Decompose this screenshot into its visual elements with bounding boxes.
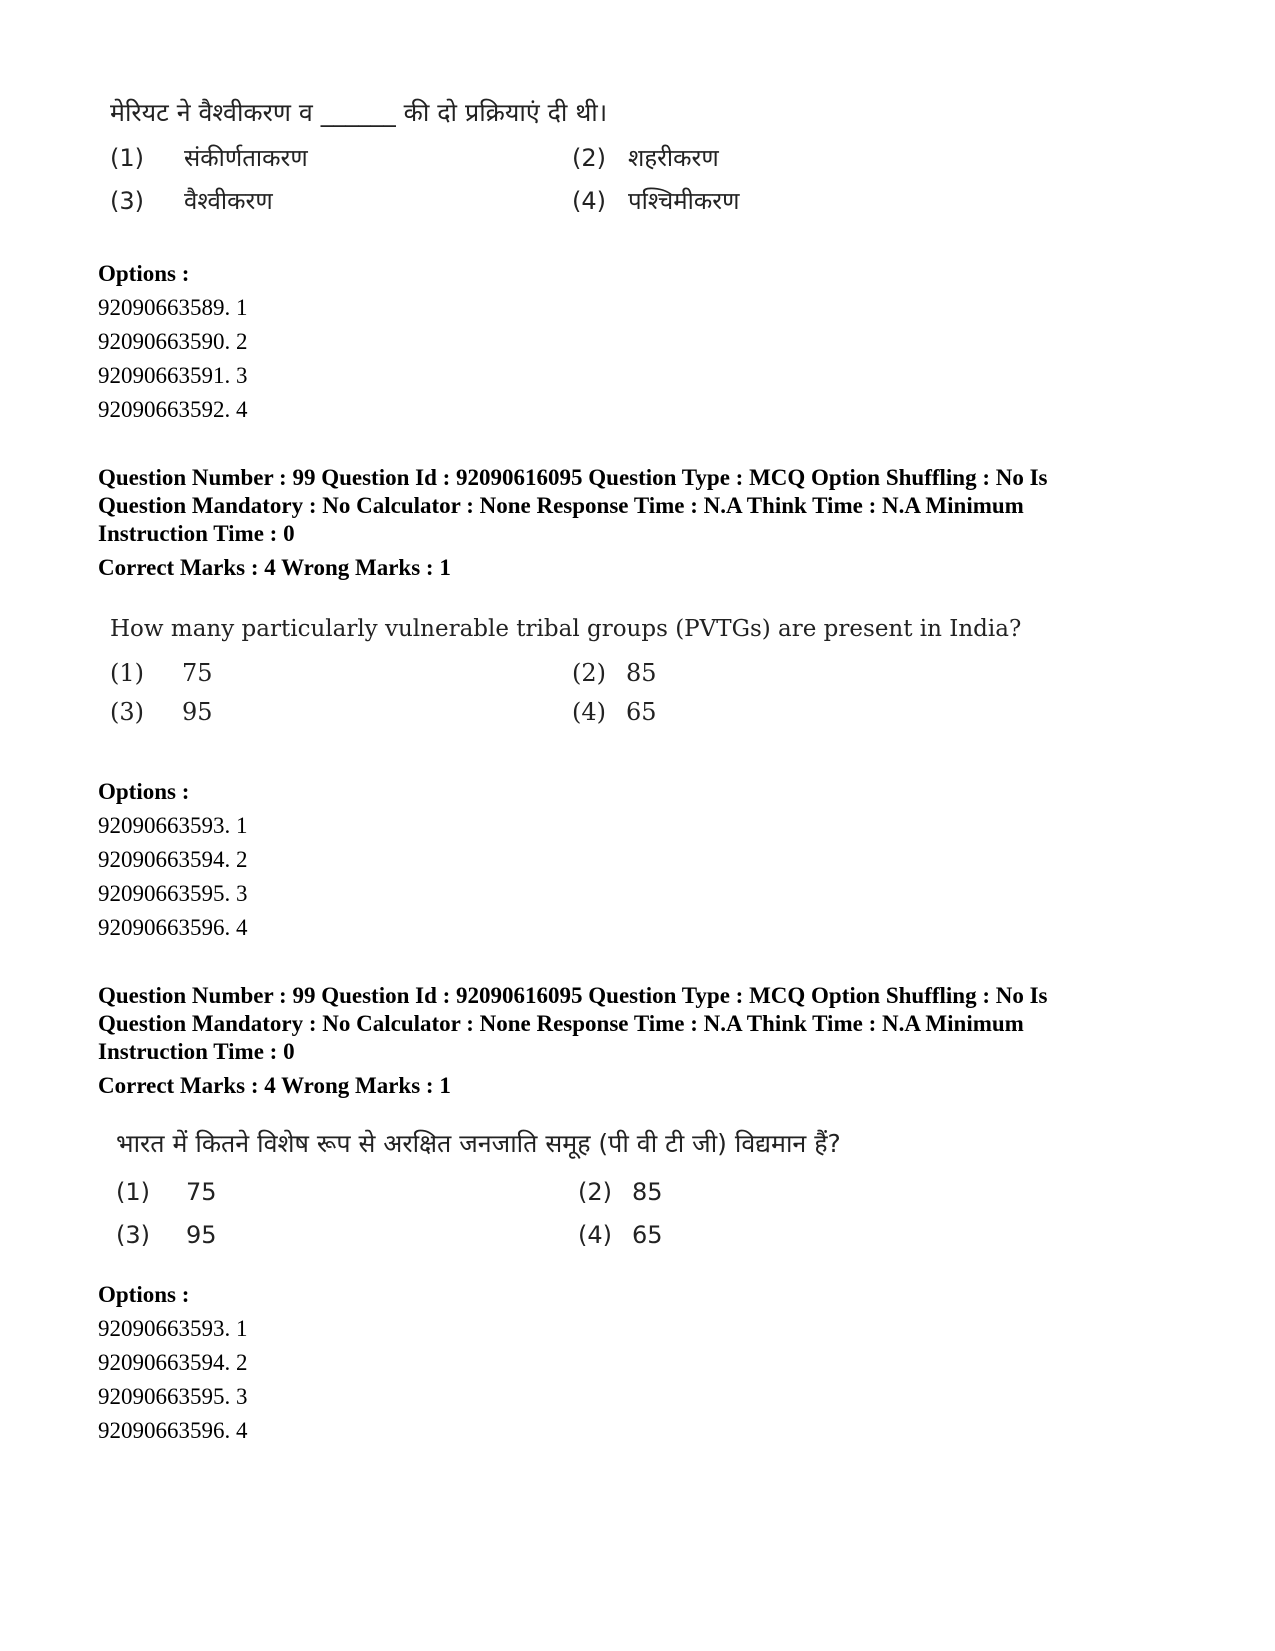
options-heading: Options : (98, 261, 190, 286)
option-id-2: 92090663590. 2 (98, 329, 248, 354)
question-stem: मेरियट ने वैश्वीकरण व ______ की दो प्रक्रियाएं दी थी। (110, 98, 608, 127)
option-number: (2) (572, 144, 606, 172)
meta-line-2: Question Mandatory : No Calculator : None Response Time : N.A Think Time : N.A Minimum (98, 1011, 1024, 1036)
option-id-2: 92090663594. 2 (98, 1350, 248, 1375)
option-id-3: 92090663595. 3 (98, 1384, 248, 1409)
option-text: संकीर्णताकरण (184, 144, 308, 172)
option-text: 85 (632, 1178, 663, 1206)
question-image-2 (110, 607, 1022, 726)
option-2 (572, 141, 719, 174)
option-id-4: 92090663596. 4 (98, 1418, 248, 1443)
option-4 (572, 698, 657, 726)
option-number: (4) (572, 187, 606, 215)
option-1 (116, 1178, 217, 1206)
options-list-1 (98, 257, 248, 427)
option-id-1: 92090663589. 1 (98, 295, 248, 320)
option-number: (3) (110, 698, 144, 726)
option-1 (110, 659, 213, 687)
marks-line: Correct Marks : 4 Wrong Marks : 1 (98, 555, 451, 580)
option-id-1: 92090663593. 1 (98, 1316, 248, 1341)
question-image-3 (116, 1122, 1016, 1249)
option-id-2: 92090663594. 2 (98, 847, 248, 872)
option-id-4: 92090663596. 4 (98, 915, 248, 940)
meta-line-3: Instruction Time : 0 (98, 521, 295, 546)
option-number: (3) (116, 1221, 150, 1249)
option-2 (572, 659, 657, 687)
question-meta-3 (98, 982, 1178, 1100)
option-id-3: 92090663591. 3 (98, 363, 248, 388)
option-number: (4) (578, 1221, 612, 1249)
option-4 (578, 1221, 663, 1249)
option-4 (572, 184, 739, 217)
marks-line: Correct Marks : 4 Wrong Marks : 1 (98, 1073, 451, 1098)
options-list-2 (98, 775, 248, 945)
option-number: (1) (110, 659, 144, 687)
option-2 (578, 1178, 663, 1206)
option-number: (4) (572, 698, 606, 726)
options-list-3 (98, 1278, 248, 1448)
option-text: 95 (182, 698, 213, 726)
option-text: 75 (182, 659, 213, 687)
meta-line-1: Question Number : 99 Question Id : 92090616095 Question Type : MCQ Option Shuffling : No Is (98, 465, 1048, 490)
option-text: शहरीकरण (628, 144, 719, 172)
option-text: 75 (186, 1178, 217, 1206)
question-stem: How many particularly vulnerable tribal groups (PVTGs) are present in India? (110, 616, 1022, 642)
option-3 (110, 698, 213, 726)
option-text: 85 (626, 659, 657, 687)
option-number: (2) (578, 1178, 612, 1206)
option-text: 95 (186, 1221, 217, 1249)
question-image-1 (110, 91, 1010, 215)
options-heading: Options : (98, 779, 190, 804)
option-id-1: 92090663593. 1 (98, 813, 248, 838)
option-1 (110, 141, 308, 174)
option-number: (2) (572, 659, 606, 687)
option-3 (116, 1221, 217, 1249)
option-3 (110, 184, 273, 217)
option-text: वैश्वीकरण (184, 187, 273, 215)
options-heading: Options : (98, 1282, 190, 1307)
option-text: 65 (626, 698, 657, 726)
option-id-4: 92090663592. 4 (98, 397, 248, 422)
option-id-3: 92090663595. 3 (98, 881, 248, 906)
option-number: (1) (110, 144, 144, 172)
meta-line-1: Question Number : 99 Question Id : 92090616095 Question Type : MCQ Option Shuffling : No Is (98, 983, 1048, 1008)
meta-line-3: Instruction Time : 0 (98, 1039, 295, 1064)
option-number: (3) (110, 187, 144, 215)
option-text: पश्चिमीकरण (628, 187, 740, 215)
question-meta-2 (98, 464, 1178, 582)
meta-line-2: Question Mandatory : No Calculator : None Response Time : N.A Think Time : N.A Minimum (98, 493, 1024, 518)
option-text: 65 (632, 1221, 663, 1249)
option-number: (1) (116, 1178, 150, 1206)
question-stem: भारत में कितने विशेष रूप से अरक्षित जनजाति समूह (पी वी टी जी) विद्यमान हैं? (116, 1129, 841, 1158)
